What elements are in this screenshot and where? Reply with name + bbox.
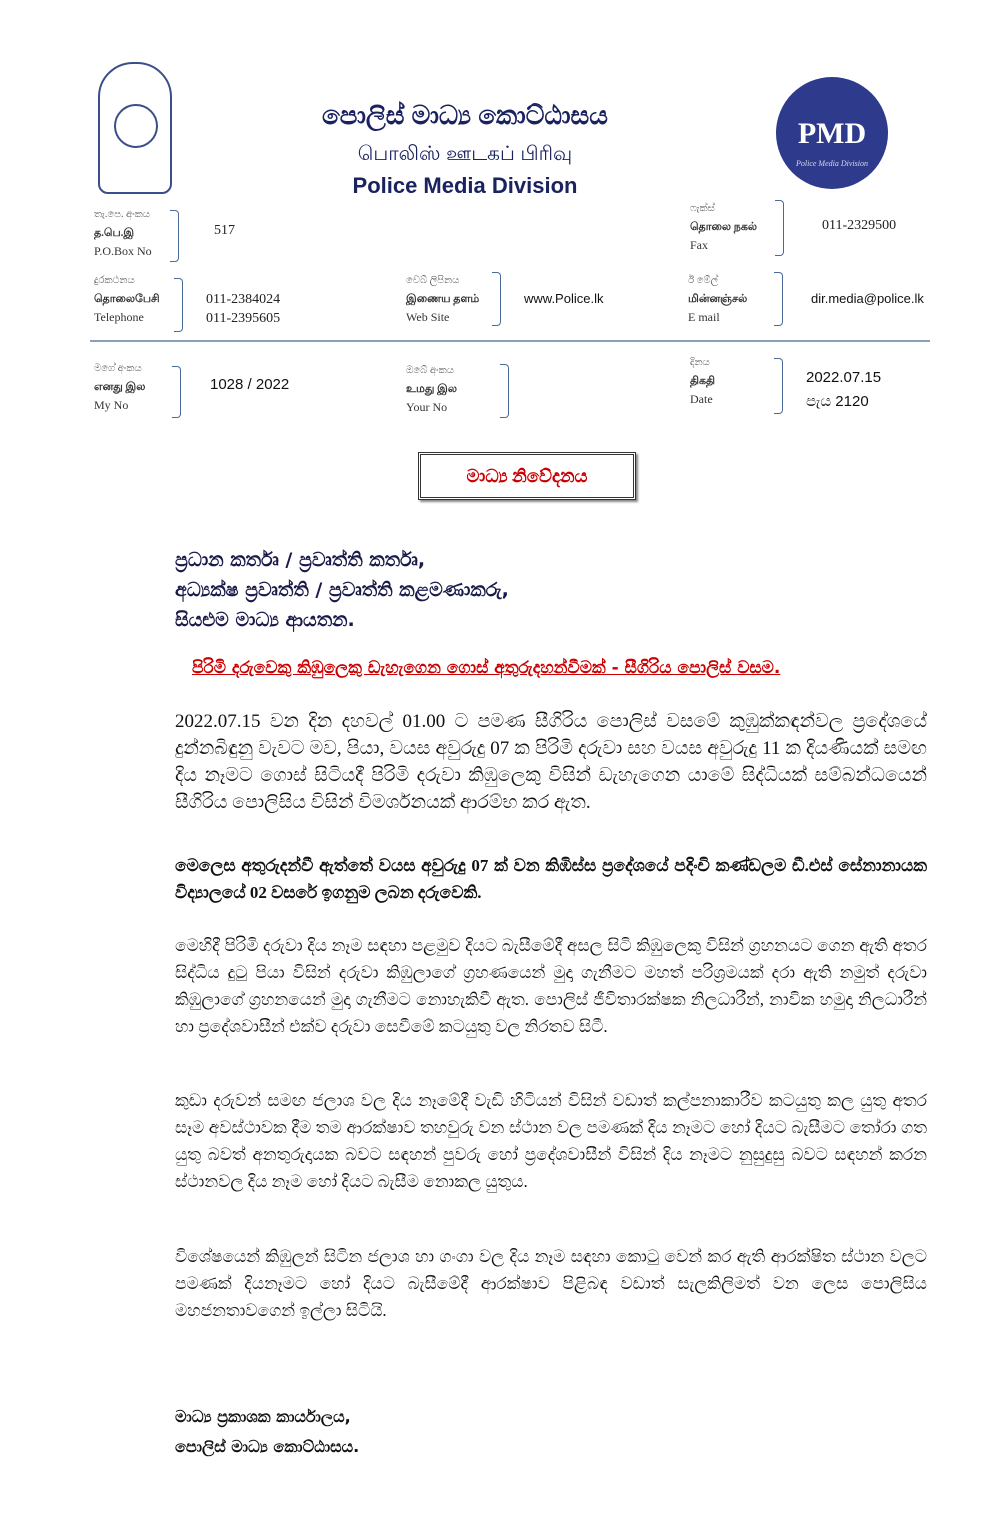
label-ta: உமது இல bbox=[406, 383, 457, 395]
label-si: දිනය bbox=[690, 357, 710, 368]
label-ta: திகதி bbox=[690, 375, 716, 387]
pmd-logo-subtext: Police Media Division bbox=[796, 159, 868, 168]
headline: පිරිමි දරුවෙකු කිඹුලෙකු ඩැහැගෙන ගොස් අතුරුදහන්වීමක් - සීගිරිය පොලිස් වසම. bbox=[192, 658, 781, 678]
label-si: තැ.පෙ. අංකය bbox=[94, 209, 150, 220]
label-en: Telephone bbox=[94, 310, 144, 324]
signature-line: පොලිස් මාධ්‍ය කොට්ඨාසය. bbox=[175, 1437, 360, 1456]
label-en: Your No bbox=[406, 400, 448, 414]
label-en: My No bbox=[94, 398, 129, 412]
label-en: Fax bbox=[690, 238, 708, 252]
signature bbox=[175, 1402, 359, 1462]
label-ta: தொலை நகல் bbox=[690, 221, 757, 233]
brace bbox=[774, 358, 783, 414]
label-ta: எனது இல bbox=[94, 381, 146, 393]
title-english: Police Media Division bbox=[352, 173, 578, 198]
label-en: Date bbox=[690, 392, 713, 406]
label-si: දුරකථනය bbox=[94, 275, 135, 286]
media-release-label: මාධ්‍ය නිවේදනය bbox=[418, 452, 636, 500]
email-label bbox=[688, 272, 747, 326]
telephone-label bbox=[94, 272, 160, 326]
telephone-values bbox=[206, 290, 280, 328]
email-link[interactable]: dir.media@police.lk bbox=[811, 291, 924, 306]
brace bbox=[774, 272, 783, 326]
brace bbox=[492, 272, 501, 326]
label-si: වෙබ් ලිපිනය bbox=[406, 275, 460, 286]
fax-value: 011-2329500 bbox=[822, 218, 897, 233]
pmd-logo-text: PMD bbox=[797, 117, 867, 150]
brace bbox=[170, 210, 179, 262]
label-si: ෆැක්ස් bbox=[690, 203, 715, 214]
label-ta: மின்னஞ்சல் bbox=[688, 293, 748, 305]
addressee: සියළුම මාධ්‍ය ආයතන. bbox=[175, 609, 355, 631]
label-ta: இணைய தளம் bbox=[406, 293, 480, 305]
label-en: E mail bbox=[688, 310, 720, 324]
paragraph: විශේෂයෙන් කිඹුලන් සිටින ජලාශ හා ගංගා වල දිය නෑම සඳහා කොටු වෙන් කර ඇති ආරක්ෂිත ස්ථාන වලට පමණක් දියනෑමට හෝ දියට බැසීමේදී ආරක්ෂාව පිළිබඳ වඩාත් සැලකිලිමත් වන ලෙස පොලිසිය මහජනතාවගෙන් ඉල්ලා සිටියි. bbox=[175, 1247, 927, 1320]
brace bbox=[172, 366, 181, 418]
signature-line: මාධ්‍ය ප්‍රකාශක කාර්යාලය, bbox=[175, 1407, 351, 1426]
my-no-value: 1028 / 2022 bbox=[210, 376, 290, 393]
telephone-value-1: 011-2384024 bbox=[206, 292, 281, 307]
telephone-value-2: 011-2395605 bbox=[206, 311, 281, 326]
pobox-label bbox=[94, 206, 152, 260]
addressee: ප්‍රධාන කර්තෘ / ප්‍රවෘත්ති කර්තෘ, bbox=[175, 549, 426, 571]
brace bbox=[500, 364, 509, 418]
label-ta: த.பெ.இ bbox=[94, 227, 135, 239]
date-values bbox=[806, 366, 881, 414]
title-tamil: பொலிஸ் ஊடகப் பிரிவு bbox=[357, 143, 573, 165]
paragraph: මෙලෙස අතුරුදන්වී ඇත්තේ වයස අවුරුදු 07 ක් වන කිඹිස්ස ප්‍රදේශයේ පදිංචි කණ්ඩලම ඩී.එස් සේනානායක විද්‍යාලයේ 02 වසරේ ඉගනුම ලබන දරුවෙකි. bbox=[175, 856, 927, 902]
label-en: Web Site bbox=[406, 310, 450, 324]
paragraph: මෙහිදී පිරිමි දරුවා දිය නෑම සඳහා පළමුව දියට බැසීමේදී අසල සිටි කිඹුලෙකු විසින් ග්‍රහනයට ගෙන ඇති අතර සිද්ධිය දුටු පියා විසින් දරුවා කිඹුලාගේ ග්‍රහණයෙන් මුදා ගැනීමට මහත් පරිශ්‍රමයක් දරා ඇති නමුත් දරුවා කිඹුලාගේ ග්‍රහනයෙන් මුදා ගැනීමට නොහැකිවී ඇත. පොලිස් ජීවිතාරක්ෂක නිලධාරීන්, නාවික හමුදා නිලධාරීන් හා ප්‍රදේශවාසීන් එක්ව දරුවා සෙවීමේ කටයුතු වල නිරතව සිටී. bbox=[175, 936, 927, 1036]
label-si: ඔබේ අංකය bbox=[406, 365, 454, 376]
label-si: මගේ අංකය bbox=[94, 363, 142, 374]
paragraph: කුඩා දරුවන් සමඟ ජලාශ වල දිය නෑමේදී වැඩි හිටියන් විසින් වඩාත් කල්පනාකාරීව කටයුතු කල යුතු අතර සෑම අවස්ථාවක දීම තම ආරක්ෂාව තහවුරු වන ස්ථාන වල පමණක් දිය නෑමට හෝ දියට බැසීමට තෝරා ගත යුතු බවත් අනතුරුදායක බවට සඳහන් පුවරු හෝ ප්‍රදේශවාසීන් විසින් දිය නෑමට නුසුදුසු බවට සඳහන් කරන ස්ථානවල දිය නෑම හෝ දියට බැසීම නොකල යුතුය. bbox=[175, 1091, 927, 1191]
brace bbox=[174, 278, 183, 332]
your-no-label bbox=[406, 362, 457, 416]
date-label bbox=[690, 354, 715, 408]
addressees bbox=[175, 545, 509, 635]
time-value: පැය 2120 bbox=[806, 393, 869, 410]
my-no-label bbox=[94, 360, 145, 414]
label-en: P.O.Box No bbox=[94, 244, 152, 258]
divider bbox=[90, 340, 930, 342]
brace bbox=[775, 200, 784, 256]
date-value: 2022.07.15 bbox=[806, 369, 882, 386]
paragraph: 2022.07.15 වන දින දහවල් 01.00 ට පමණ සීගිරිය පොලිස් වසමේ කුඹුක්කඳන්වල ප්‍රදේශයේ දුන්නබිඳුනු වැවට මව, පියා, වයස අවුරුදු 07 ක පිරිමි දරුවා සහ වයස අවුරුදු 11 ක දියණියක් සමඟ දිය නෑමට ගොස් සිටියදී පිරිමි දරුවා කිඹුලෙකු විසින් ඩැහැගෙන යාමේ සිද්ධියක් සම්බන්ධයෙන් සීගිරිය පොලිසිය විසින් විමර්ශනයක් ආරම්භ කර ඇත. bbox=[175, 711, 927, 813]
website-link[interactable]: www.Police.lk bbox=[524, 291, 604, 306]
pobox-value: 517 bbox=[214, 223, 235, 238]
website-label bbox=[406, 272, 479, 326]
fax-label bbox=[690, 200, 757, 254]
addressee: අධ්‍යක්ෂ ප්‍රවෘත්ති / ප්‍රවෘත්ති කළමණාකරු, bbox=[175, 579, 509, 601]
label-ta: தொலைபேசி bbox=[94, 293, 160, 305]
label-si: ඊ මේල් bbox=[688, 275, 719, 286]
title-sinhala: පොලිස් මාධ්‍ය කොට්ඨාසය bbox=[322, 100, 608, 130]
